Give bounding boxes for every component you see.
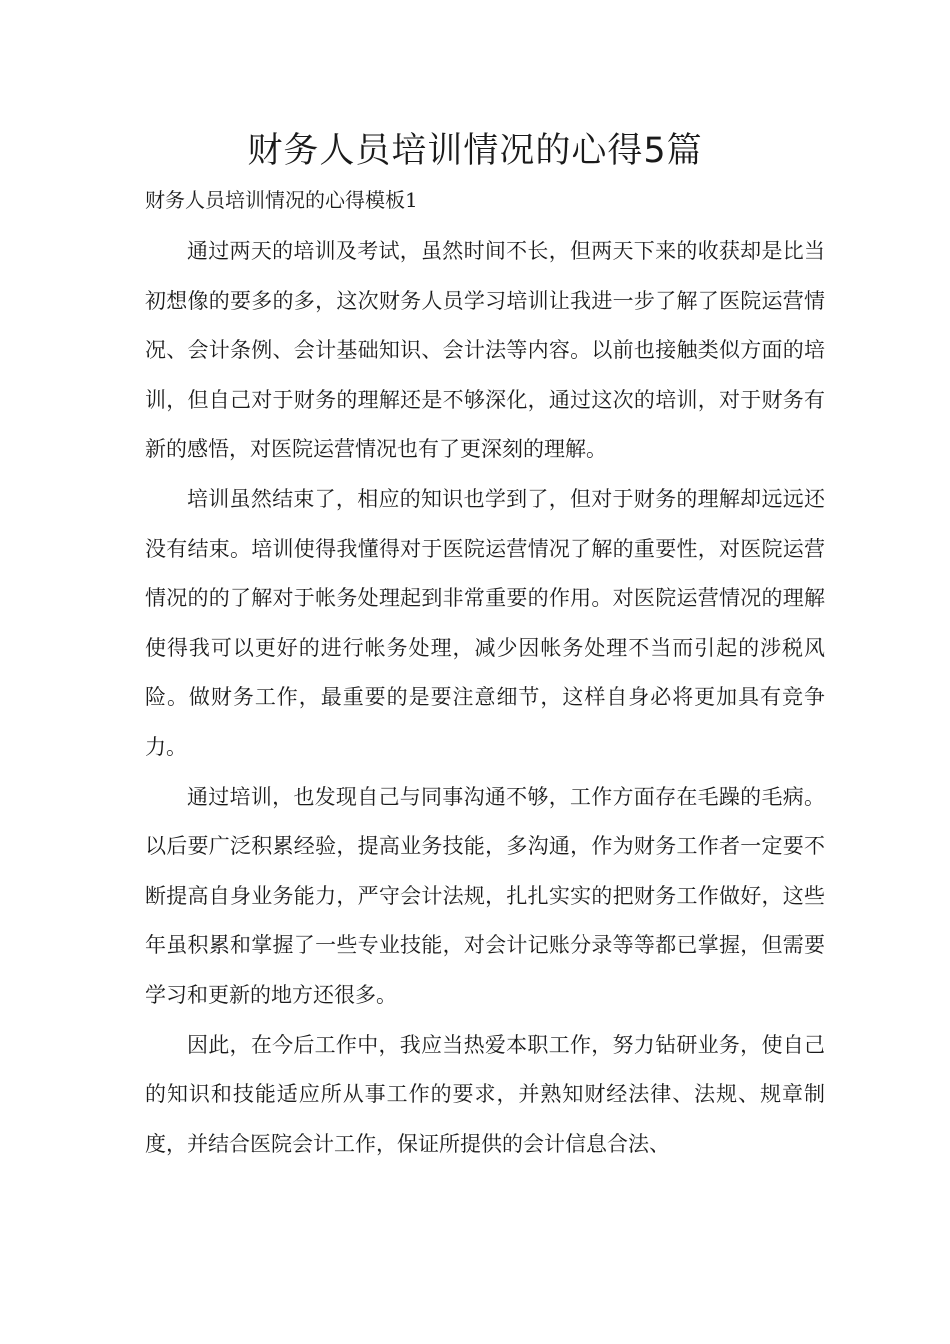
- document-title: 财务人员培训情况的心得5篇: [247, 131, 703, 171]
- paragraph: 培训虽然结束了，相应的知识也学到了，但对于财务的理解却远远还没有结束。培训使得我懂得对于医院运营情况了解的重要性，对医院运营情况的的了解对于帐务处理起到非常重要的作用。对医院运营情况的理解使得我可以更好的进行帐务处理，减少因帐务处理不当而引起的涉税风险。做财务工作，最重要的是要注意细节，这样自身必将更加具有竞争力。: [145, 486, 825, 759]
- document-body: [145, 227, 825, 1169]
- paragraph: 通过培训，也发现自己与同事沟通不够，工作方面存在毛躁的毛病。以后要广泛积累经验，提高业务技能，多沟通，作为财务工作者一定要不断提高自身业务能力，严守会计法规，扎扎实实的把财务工作做好，这些年虽积累和掌握了一些专业技能，对会计记账分录等等都已掌握，但需要学习和更新的地方还很多。: [145, 784, 825, 1007]
- paragraph: 因此，在今后工作中，我应当热爱本职工作，努力钻研业务，使自己的知识和技能适应所从事工作的要求，并熟知财经法律、法规、规章制度，并结合医院会计工作，保证所提供的会计信息合法、: [145, 1032, 825, 1156]
- document-subtitle: 财务人员培训情况的心得模板1: [145, 188, 418, 212]
- paragraph: 通过两天的培训及考试，虽然时间不长，但两天下来的收获却是比当初想像的要多的多，这次财务人员学习培训让我进一步了解了医院运营情况、会计条例、会计基础知识、会计法等内容。以前也接触类似方面的培训，但自己对于财务的理解还是不够深化，通过这次的培训，对于财务有新的感悟，对医院运营情况也有了更深刻的理解。: [145, 239, 825, 462]
